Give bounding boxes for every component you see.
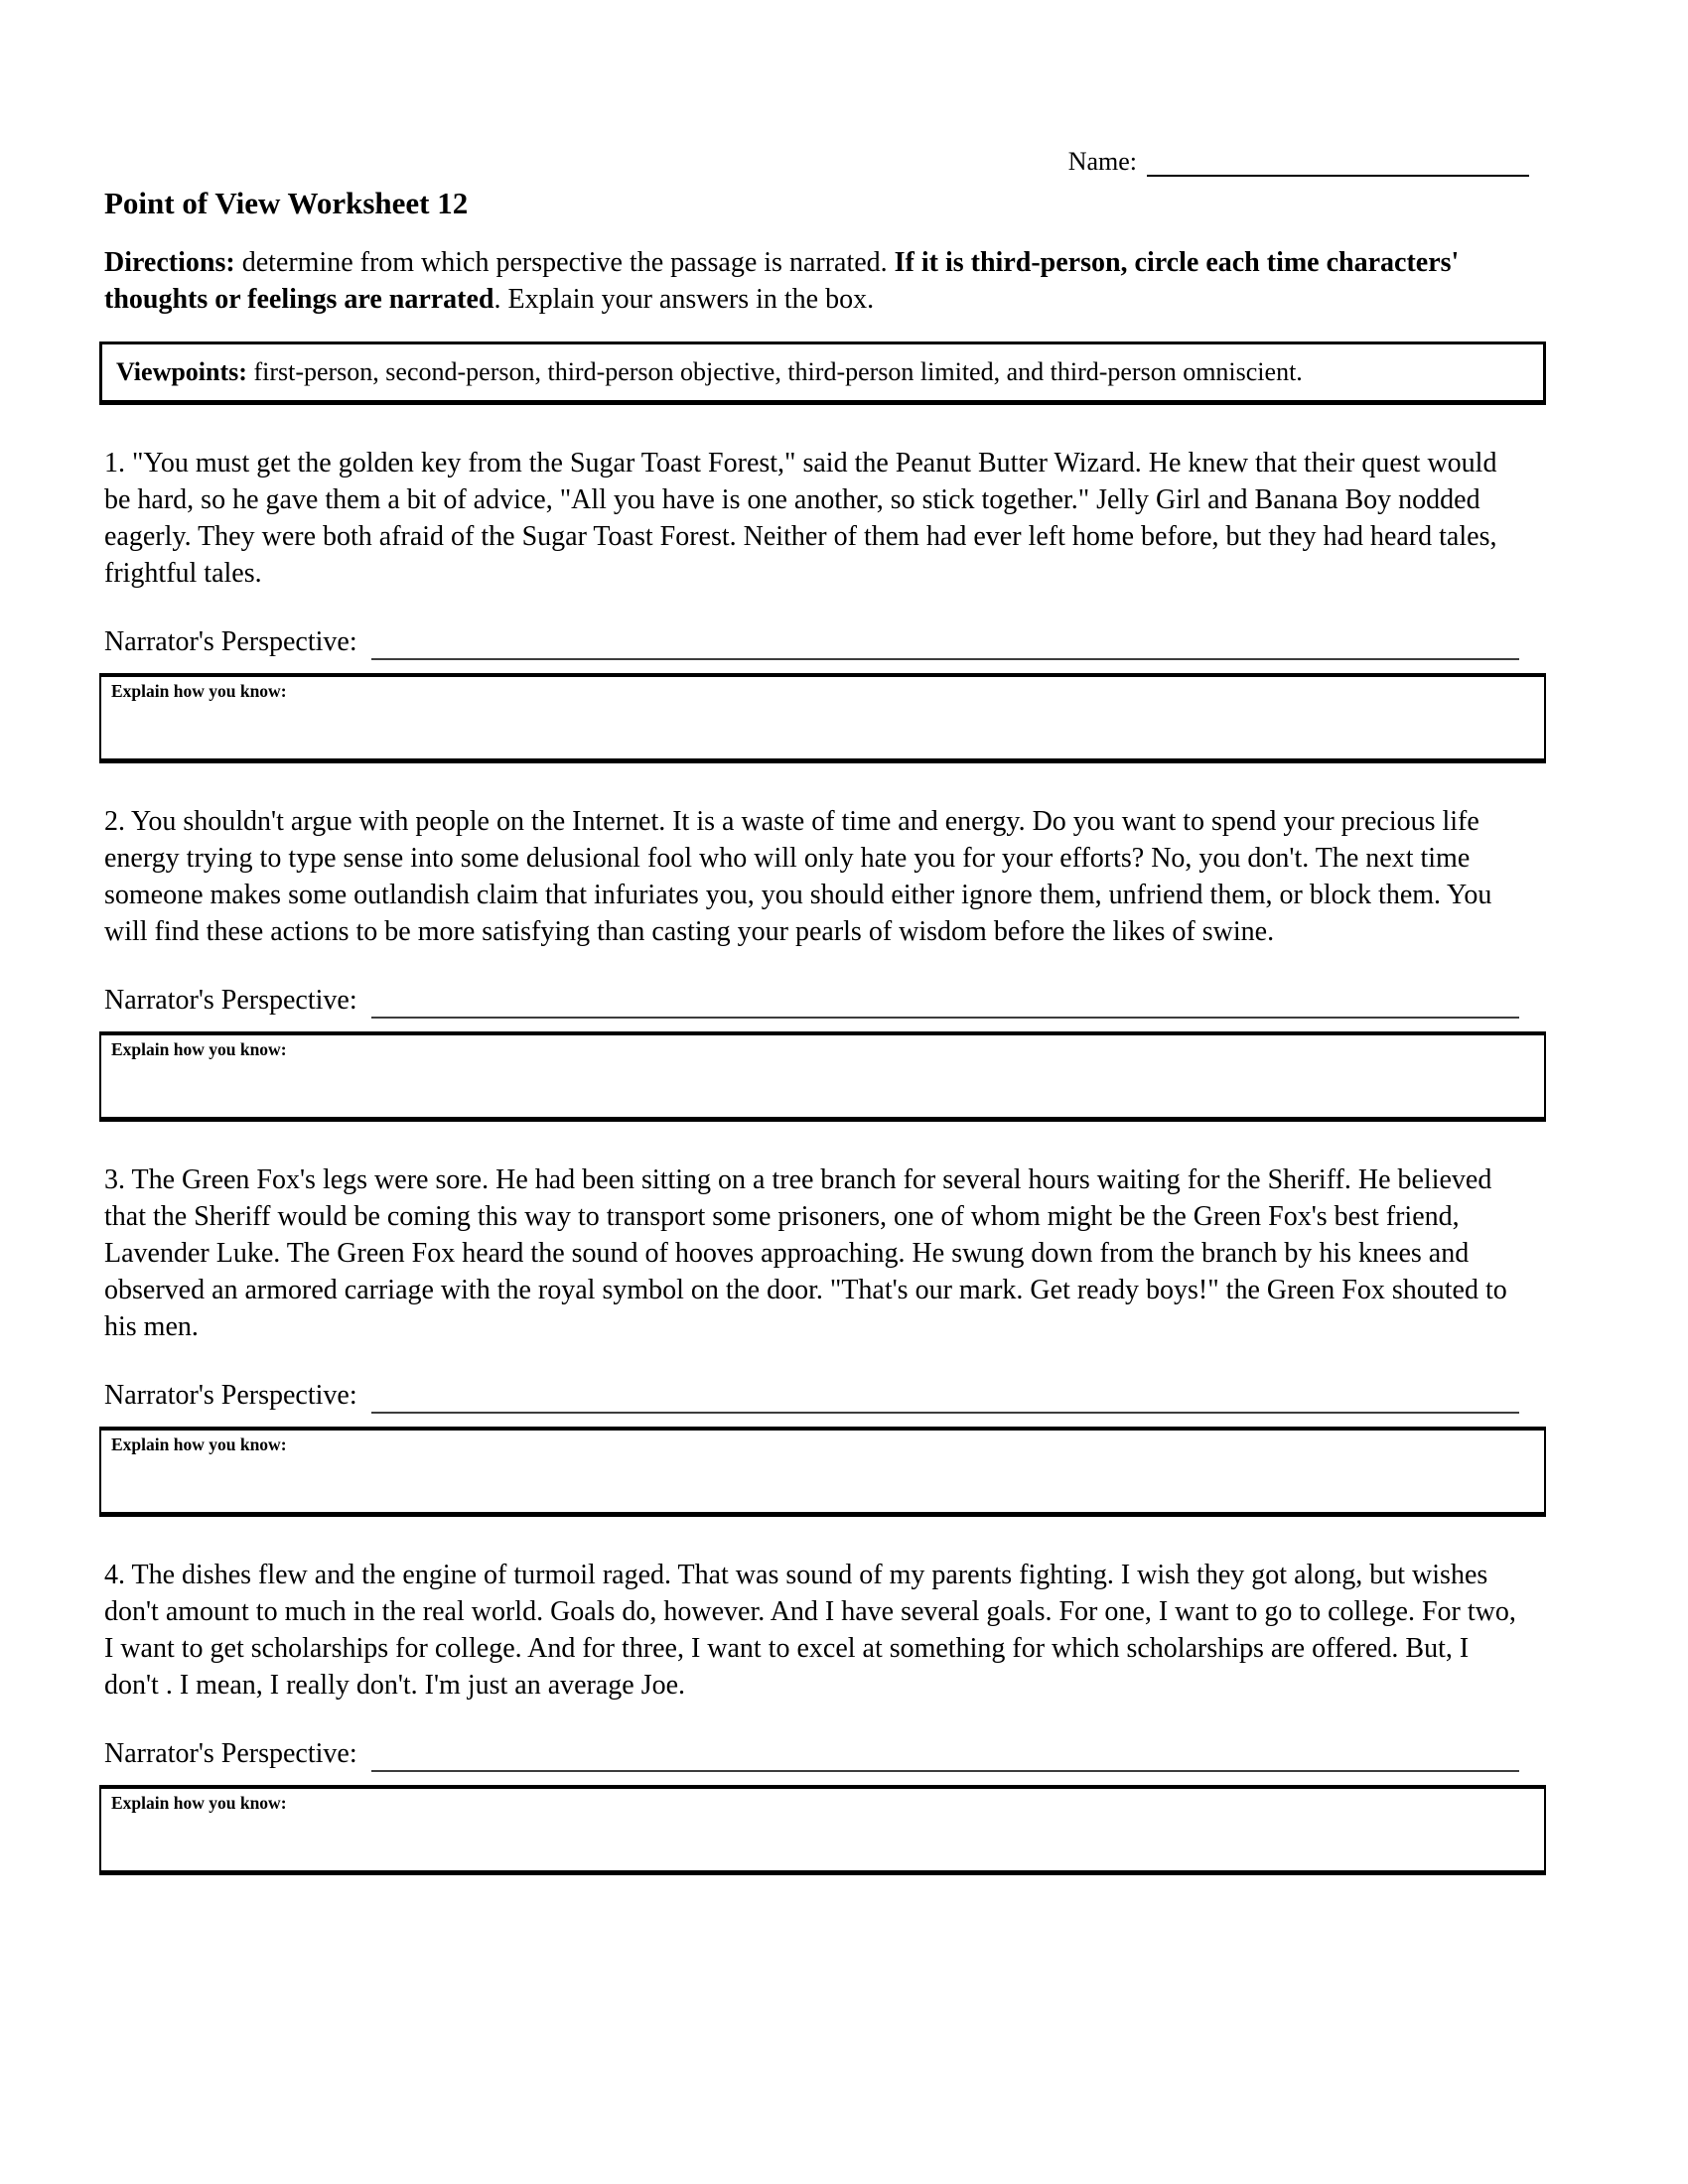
- passage-4-text: 4. The dishes flew and the engine of turmoil raged. That was sound of my parents fighting. I wish they got along, but wishes don't amount to much in the real world. Goals do, however. And I have several goals. For one, I want to go to college. For two, I want to get scholarships for college. And for three, I want to excel at something for which scholarships are offered. But, I don't . I mean, I really don't. I'm just an average Joe.: [104, 1560, 1516, 1701]
- narrator-perspective-answer-line-4[interactable]: [371, 1736, 1519, 1772]
- passage-3-text: 3. The Green Fox's legs were sore. He had been sitting on a tree branch for several hours waiting for the Sheriff. He believed that the Sheriff would be coming this way to transport some prisoners, one of whom might be the Green Fox's best friend, Lavender Luke. The Green Fox heard the sound of hooves approaching. He swung down from the branch by his knees and observed an armored carriage with the royal symbol on the door. "That's our mark. Get ready boys!" the Green Fox shouted to his men.: [104, 1164, 1507, 1342]
- narrator-row-2: [104, 983, 1519, 1019]
- narrator-perspective-label-1: Narrator's Perspective:: [104, 626, 357, 657]
- explain-box-3[interactable]: [99, 1427, 1546, 1517]
- name-label: Name:: [1067, 147, 1137, 176]
- explain-box-2[interactable]: [99, 1031, 1546, 1122]
- explain-label-4: Explain how you know:: [111, 1793, 287, 1813]
- directions-label: Directions:: [104, 247, 235, 278]
- viewpoints-label: Viewpoints:: [116, 357, 247, 386]
- narrator-perspective-label-4: Narrator's Perspective:: [104, 1738, 357, 1769]
- explain-box-1[interactable]: [99, 673, 1546, 763]
- passage-2-text: 2. You shouldn't argue with people on the Internet. It is a waste of time and energy. Do you want to spend your precious life energy trying to type sense into some delusional fool who will only hate you for your efforts? No, you don't. The next time someone makes some outlandish claim that infuriates you, you should either ignore them, unfriend them, or block them. You will find these actions to be more satisfying than casting your pearls of wisdom before the likes of swine.: [104, 806, 1492, 947]
- page-title: Point of View Worksheet 12: [104, 186, 469, 220]
- directions-text-2: . Explain your answers in the box.: [493, 284, 875, 315]
- directions-text-1: determine from which perspective the passage is narrated.: [234, 247, 895, 278]
- narrator-row-1: [104, 624, 1519, 660]
- viewpoints-list: first-person, second-person, third-person objective, third-person limited, and third-person omniscient.: [246, 357, 1303, 386]
- explain-label-2: Explain how you know:: [111, 1039, 287, 1059]
- directions-bold-text: If it is third-person, circle each time characters' thoughts or feelings are narrated: [104, 247, 1460, 315]
- explain-label-1: Explain how you know:: [111, 681, 287, 701]
- name-input-line[interactable]: [1147, 145, 1529, 177]
- explain-box-4[interactable]: [99, 1785, 1546, 1875]
- directions: [104, 244, 1539, 318]
- narrator-row-3: [104, 1378, 1519, 1414]
- explain-label-3: Explain how you know:: [111, 1434, 287, 1454]
- passage-1-text: 1. "You must get the golden key from the Sugar Toast Forest," said the Peanut Butter Wizard. He knew that their quest would be hard, so he gave them a bit of advice, "All you have is one another, so stick together." Jelly Girl and Banana Boy nodded eagerly. They were both afraid of the Sugar Toast Forest. Neither of them had ever left home before, but they had heard tales, frightful tales.: [104, 448, 1497, 589]
- narrator-perspective-label-2: Narrator's Perspective:: [104, 985, 357, 1016]
- name-row: [0, 0, 1529, 177]
- viewpoints-box: [99, 341, 1546, 405]
- narrator-perspective-answer-line-1[interactable]: [371, 624, 1519, 660]
- narrator-perspective-answer-line-2[interactable]: [371, 983, 1519, 1019]
- narrator-perspective-answer-line-3[interactable]: [371, 1378, 1519, 1414]
- narrator-perspective-label-3: Narrator's Perspective:: [104, 1380, 357, 1411]
- narrator-row-4: [104, 1736, 1519, 1772]
